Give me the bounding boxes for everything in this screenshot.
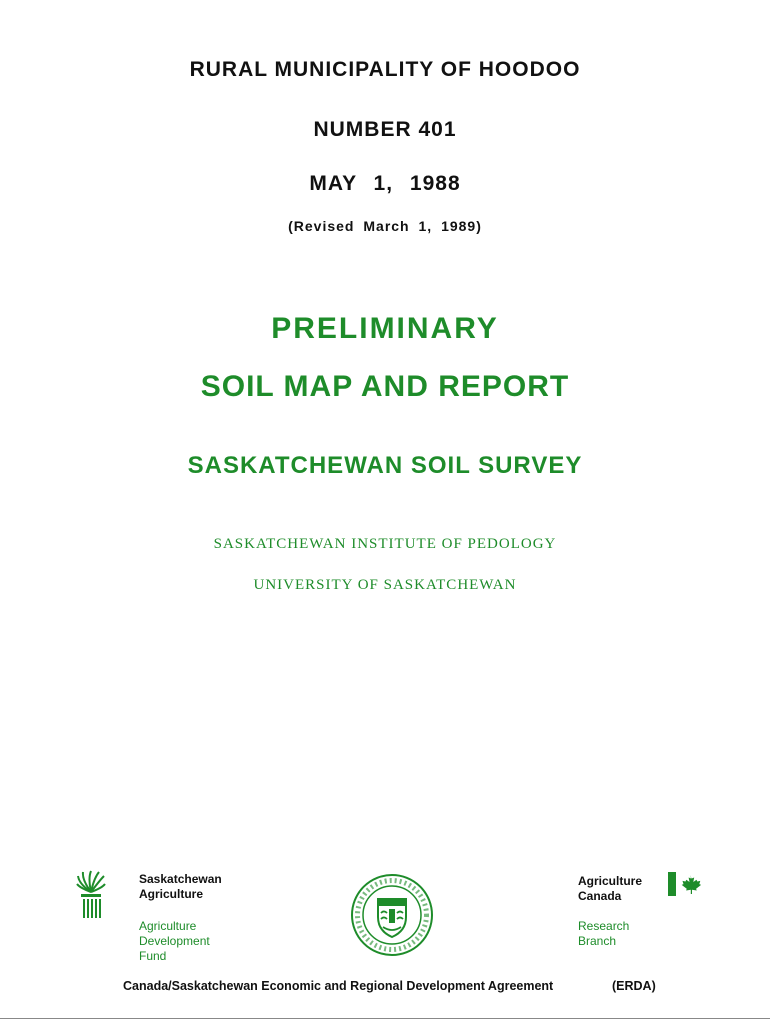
erda-text: (ERDA) — [612, 979, 656, 993]
canada-flag-icon — [668, 872, 704, 896]
sask-ag-name-line2: Agriculture — [139, 887, 204, 901]
ag-canada-name-line2: Canada — [578, 889, 622, 903]
report-date: MAY 1, 1988 — [309, 172, 461, 195]
sask-ag-fund-line3: Fund — [139, 949, 167, 963]
sask-ag-name — [139, 872, 222, 902]
sask-ag-fund — [139, 919, 210, 964]
erda-agreement — [123, 979, 553, 994]
ag-canada-name-line1: Agriculture — [578, 874, 643, 888]
university-name: UNIVERSITY OF SASKATCHEWAN — [253, 577, 517, 593]
title-soil-map-report: SOIL MAP AND REPORT — [200, 370, 570, 403]
agreement-text: Canada/Saskatchewan Economic and Regional Development Agreement — [123, 979, 554, 993]
institute-name: SASKATCHEWAN INSTITUTE OF PEDOLOGY — [213, 536, 557, 552]
title-soil-survey: SASKATCHEWAN SOIL SURVEY — [187, 452, 583, 479]
research-branch — [578, 919, 629, 949]
sask-ag-fund-line2: Development — [139, 934, 210, 948]
sask-ag-name-line1: Saskatchewan — [139, 872, 222, 886]
institute-crest-seal-icon — [350, 873, 434, 957]
bottom-rule — [0, 1018, 770, 1019]
ag-canada-name — [578, 874, 642, 904]
municipality-number: NUMBER 401 — [313, 118, 457, 141]
sask-ag-fund-line1: Agriculture — [139, 919, 197, 933]
research-branch-line1: Research — [578, 919, 630, 933]
erda-acronym — [612, 979, 656, 994]
wheat-sheaf-icon — [76, 870, 106, 920]
municipality-title: RURAL MUNICIPALITY OF HOODOO — [189, 58, 581, 81]
research-branch-line2: Branch — [578, 934, 617, 948]
title-preliminary: PRELIMINARY — [271, 312, 499, 345]
revised-date: (Revised March 1, 1989) — [288, 218, 482, 234]
